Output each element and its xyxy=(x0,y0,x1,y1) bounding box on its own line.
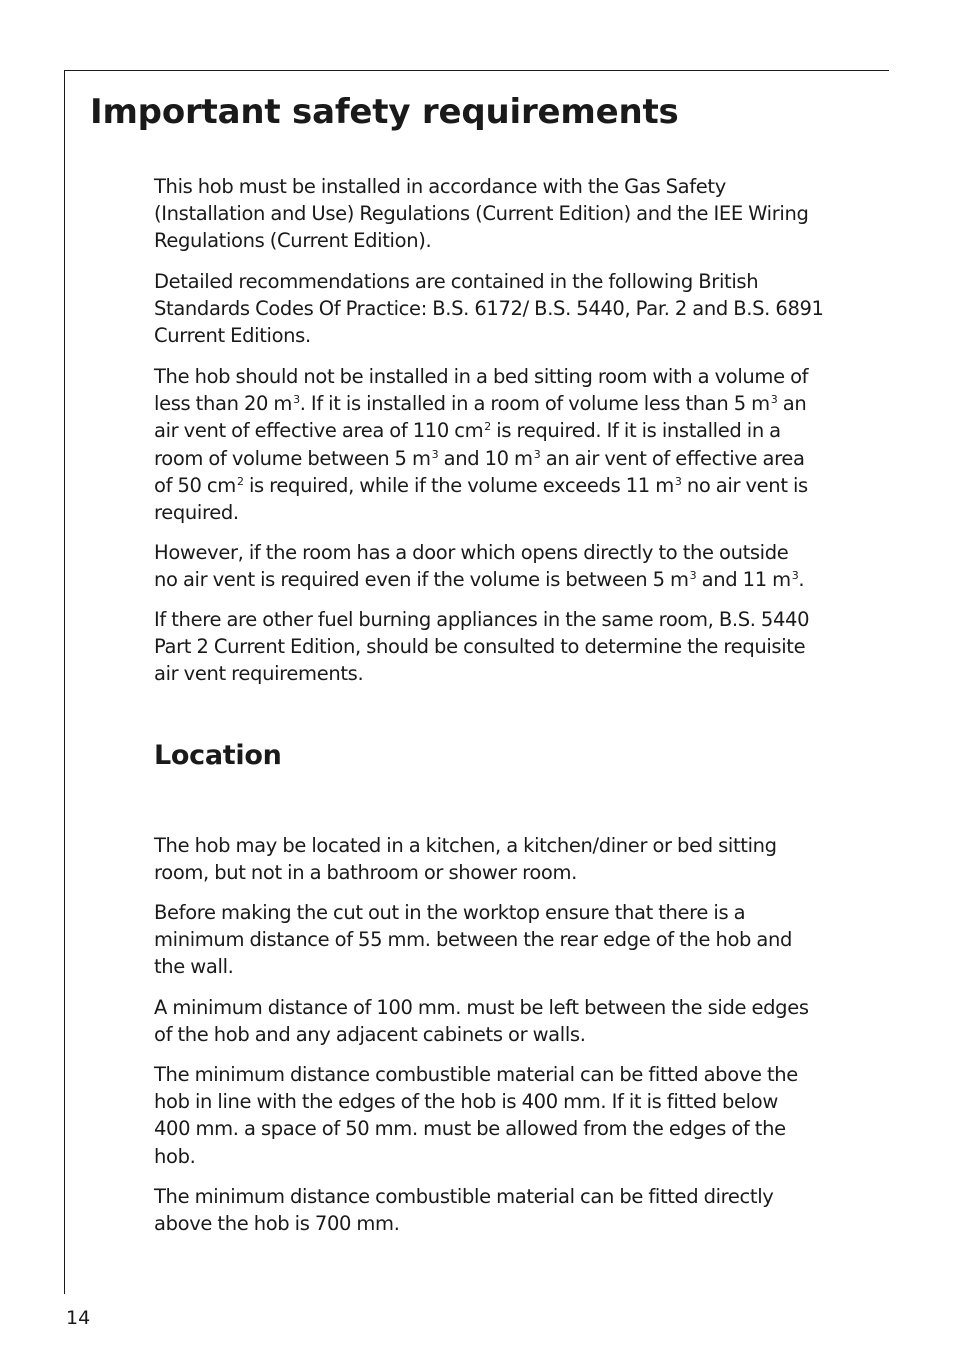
text-line xyxy=(154,445,869,472)
superscript: 2 xyxy=(484,420,491,434)
page-title: Important safety requirements xyxy=(90,92,679,132)
superscript: 3 xyxy=(770,393,778,407)
text-line: Standards Codes Of Practice: B.S. 6172/ B.S. 5440, Par. 2 and B.S. 6891 xyxy=(154,297,824,321)
text-line: Part 2 Current Edition, should be consulted to determine the requisite xyxy=(154,635,806,659)
text-segment: . xyxy=(798,568,805,592)
text-segment: and 10 m xyxy=(438,446,533,470)
location-paragraph-rooms xyxy=(154,832,869,886)
superscript: 3 xyxy=(293,393,300,407)
text-line: of the hob and any adjacent cabinets or walls. xyxy=(154,1023,586,1047)
text-segment: no air vent is xyxy=(681,473,808,497)
text-line: The hob should not be installed in a bed sitting room with a volume of xyxy=(154,365,809,388)
intro-paragraph-room-volume xyxy=(154,363,869,526)
text-line: A minimum distance of 100 mm. must be left between the side edges xyxy=(154,996,809,1019)
intro-paragraph-other-appliances xyxy=(154,606,869,688)
superscript: 3 xyxy=(674,474,682,488)
text-line: required. xyxy=(154,501,239,525)
left-margin-rule xyxy=(64,70,65,1294)
superscript: 3 xyxy=(533,447,541,461)
text-line: air vent requirements. xyxy=(154,662,364,686)
page-number: 14 xyxy=(66,1307,91,1329)
section-heading-location: Location xyxy=(154,740,282,771)
text-line: However, if the room has a door which opens directly to the outside xyxy=(154,541,789,564)
location-paragraph-side-distance xyxy=(154,994,869,1048)
superscript: 3 xyxy=(791,569,799,583)
text-line: The hob may be located in a kitchen, a kitchen/diner or bed sitting xyxy=(154,834,777,857)
text-segment: is required, while if the volume exceeds 11 m xyxy=(243,473,674,497)
intro-paragraph-regulations xyxy=(154,173,869,255)
location-paragraph-above-edges xyxy=(154,1061,869,1170)
text-line: room, but not in a bathroom or shower room. xyxy=(154,861,578,885)
text-line: Detailed recommendations are contained in the following British xyxy=(154,270,759,293)
superscript: 2 xyxy=(236,474,244,488)
text-line: hob. xyxy=(154,1144,196,1168)
text-line: above the hob is 700 mm. xyxy=(154,1212,400,1236)
location-paragraph-rear-distance xyxy=(154,899,869,981)
text-line: hob in line with the edges of the hob is 400 mm. If it is fitted below xyxy=(154,1090,778,1114)
text-segment: room of volume between 5 m xyxy=(154,446,431,470)
text-line: 400 mm. a space of 50 mm. must be allowed from the edges of the xyxy=(154,1117,786,1141)
text-line xyxy=(154,417,869,444)
text-line: If there are other fuel burning appliances in the same room, B.S. 5440 xyxy=(154,608,810,631)
text-segment: of 50 cm xyxy=(154,473,236,497)
location-paragraph-directly-above xyxy=(154,1183,869,1237)
text-segment: less than 20 m xyxy=(154,392,293,416)
text-line: the wall. xyxy=(154,955,234,979)
text-segment: an xyxy=(777,392,807,416)
text-line: This hob must be installed in accordance with the Gas Safety xyxy=(154,175,726,198)
text-segment: . If it is installed in a room of volume less than 5 m xyxy=(299,392,770,416)
text-segment: air vent of effective area of 110 cm xyxy=(154,419,484,443)
intro-paragraph-standards xyxy=(154,268,869,350)
text-segment: no air vent is required even if the volume is between 5 m xyxy=(154,568,689,592)
superscript: 3 xyxy=(689,569,697,583)
text-segment: and 11 m xyxy=(696,568,791,592)
text-line xyxy=(154,390,869,417)
superscript: 3 xyxy=(431,447,439,461)
text-line xyxy=(154,566,869,593)
top-rule xyxy=(64,70,889,71)
text-line: minimum distance of 55 mm. between the rear edge of the hob and xyxy=(154,928,793,952)
text-line: Regulations (Current Edition). xyxy=(154,229,432,253)
text-line: Before making the cut out in the worktop ensure that there is a xyxy=(154,901,746,924)
intro-paragraph-door-exception xyxy=(154,539,869,593)
text-line: The minimum distance combustible material can be fitted above the xyxy=(154,1063,798,1086)
text-line: The minimum distance combustible material can be fitted directly xyxy=(154,1185,774,1208)
text-line: (Installation and Use) Regulations (Current Edition) and the IEE Wiring xyxy=(154,202,809,226)
text-segment: is required. If it is installed in a xyxy=(490,419,781,443)
text-line xyxy=(154,472,869,499)
text-line: Current Editions. xyxy=(154,324,311,348)
text-segment: an air vent of effective area xyxy=(540,446,805,470)
